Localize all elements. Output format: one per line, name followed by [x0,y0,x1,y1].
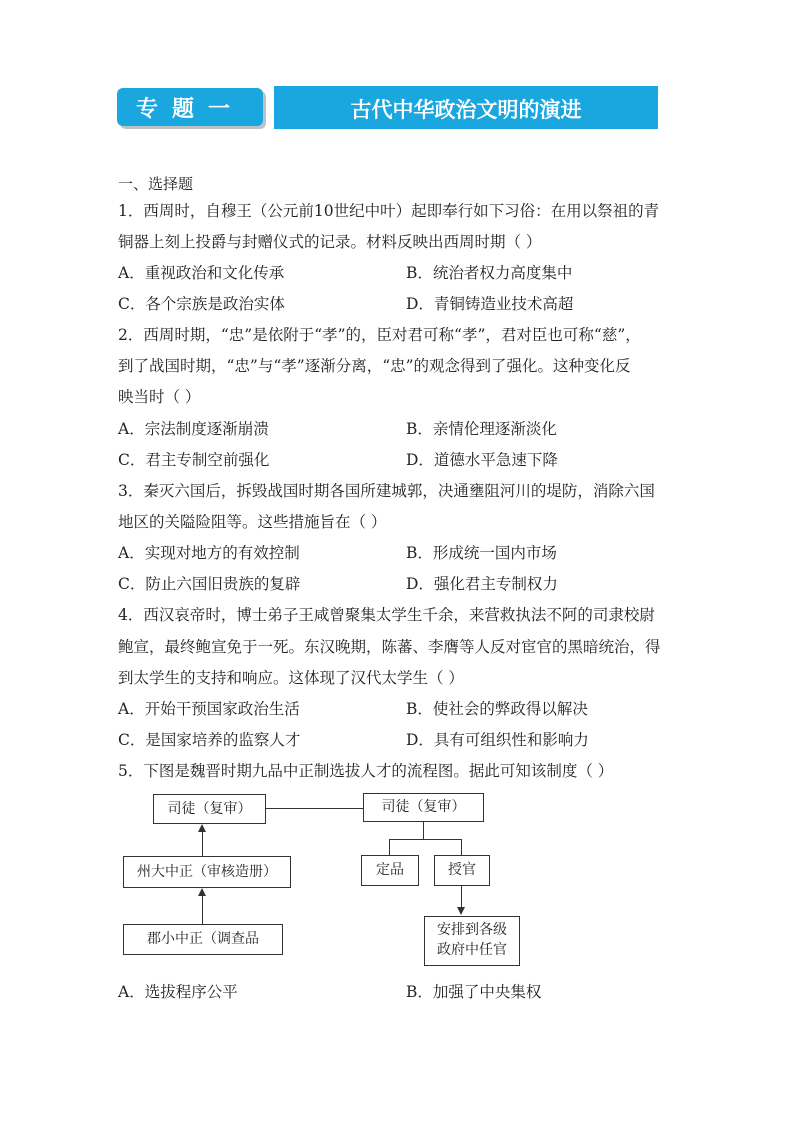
dingpin-box [361,855,419,886]
zhou-zhongzheng-box [123,856,291,888]
q4-option-b[interactable]: B．使社会的弊政得以解决 [406,700,588,718]
q1-option-c[interactable]: C．各个宗族是政治实体 [118,295,285,313]
topic-tag-label: 专题一 [135,97,244,122]
branch-stem [423,822,424,839]
q5-line-1: 5．下图是魏晋时期九品中正制选拔人才的流程图。据此可知该制度（ ） [118,762,614,780]
q1-option-a[interactable]: A．重视政治和文化传承 [118,264,285,282]
branch-left [389,839,390,855]
anpai-box [424,916,520,966]
anpai-label: 安排到各级政府中任官 [437,922,507,958]
arrow-shouguan-to-anpai [461,886,462,908]
section-title: 一、选择题 [118,175,194,193]
q2-option-a[interactable]: A．宗法制度逐渐崩溃 [118,420,269,438]
q2-line-1: 2．西周时期，“忠”是依附于“孝”的，臣对君可称“孝”，君对臣也可称“慈”， [118,326,641,344]
q3-line-2: 地区的关隘险阻等。这些措施旨在（ ） [118,513,387,531]
shouguan-label: 授官 [448,862,476,878]
arrow-head-up-icon [198,888,206,896]
q4-line-2: 鲍宣，最终鲍宣免于一死。东汉晚期，陈蕃、李膺等人反对宦官的黑暗统治，得 [118,638,661,656]
q4-option-c[interactable]: C．是国家培养的监察人才 [118,731,301,749]
q1-line-2: 铜器上刻上投爵与封赠仪式的记录。材料反映出西周时期（ ） [118,233,542,251]
zhou-zhongzheng-label: 州大中正（审核造册） [137,864,277,880]
situ-left-label: 司徒（复审） [167,801,252,817]
jun-zhongzheng-label: 郡小中正（调查品 [147,931,259,947]
q1-line-1: 1．西周时，自穆王（公元前10世纪中叶）起即奉行如下习俗：在用以祭祖的青 [118,202,660,220]
connector-situ [266,808,363,809]
q2-option-b[interactable]: B．亲情伦理逐渐淡化 [406,420,557,438]
q3-option-a[interactable]: A．实现对地方的有效控制 [118,544,300,562]
situ-left-box [153,794,266,824]
q4-line-1: 4．西汉哀帝时，博士弟子王咸曾聚集太学生千余，来营救执法不阿的司隶校尉 [118,606,655,624]
situ-right-label: 司徒（复审） [381,799,466,815]
q4-option-d[interactable]: D．具有可组织性和影响力 [406,731,589,749]
q2-option-d[interactable]: D．道德水平急速下降 [406,451,558,469]
page-title: 古代中华政治文明的演进 [350,98,582,122]
q2-line-3: 映当时（ ） [118,388,201,406]
q3-option-b[interactable]: B．形成统一国内市场 [406,544,557,562]
arrow-jun-to-zhou [202,896,203,924]
situ-right-box [363,793,484,822]
q4-line-3: 到太学生的支持和响应。这体现了汉代太学生（ ） [118,669,464,687]
branch-right [461,839,462,855]
dingpin-label: 定品 [376,862,404,878]
branch-bar [389,839,462,840]
q3-option-c[interactable]: C．防止六国旧贵族的复辟 [118,575,301,593]
q5-option-a[interactable]: A．选拔程序公平 [118,983,238,1001]
title-banner [274,86,658,129]
shouguan-box [434,855,490,886]
q1-option-b[interactable]: B．统治者权力高度集中 [406,264,573,282]
q1-option-d[interactable]: D．青铜铸造业技术高超 [406,295,574,313]
topic-tag [117,88,263,126]
q4-option-a[interactable]: A．开始干预国家政治生活 [118,700,300,718]
q2-option-c[interactable]: C．君主专制空前强化 [118,451,270,469]
arrow-zhou-to-situ [202,832,203,856]
arrow-head-down-icon [457,907,465,915]
q3-line-1: 3．秦灭六国后，拆毁战国时期各国所建城郭，决通壅阻河川的堤防，消除六国 [118,482,655,500]
arrow-head-up-icon [198,824,206,832]
q3-option-d[interactable]: D．强化君主专制权力 [406,575,558,593]
jun-zhongzheng-box [123,924,283,955]
q2-line-2: 到了战国时期，“忠”与“孝”逐渐分离，“忠”的观念得到了强化。这种变化反 [118,357,631,375]
q5-option-b[interactable]: B．加强了中央集权 [406,983,542,1001]
